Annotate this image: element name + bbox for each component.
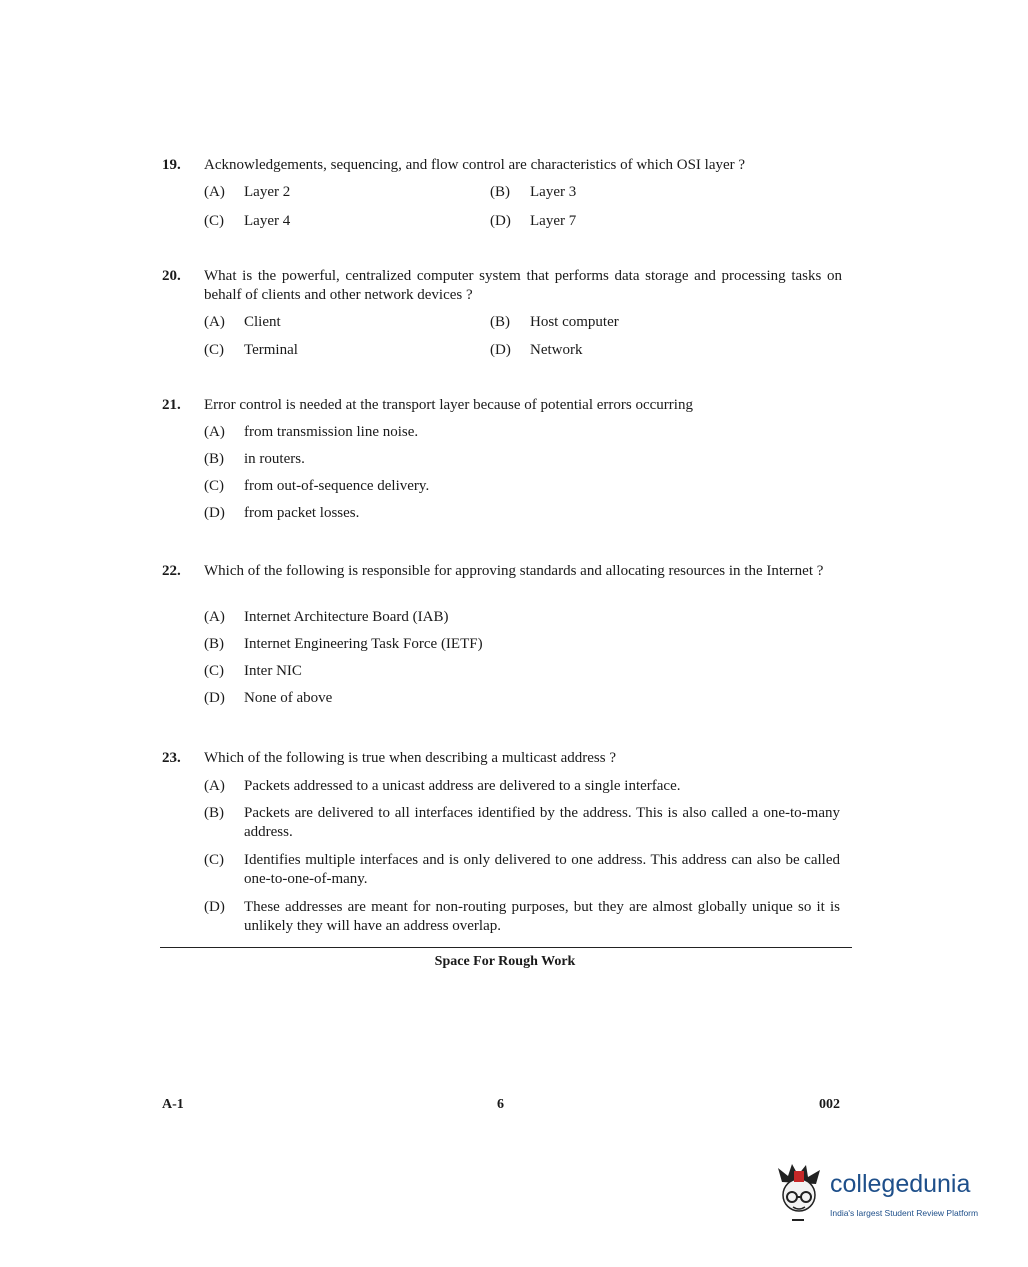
option-text: These addresses are meant for non-routing purposes, but they are almost globally unique so it is unlikely they will have an address overlap. <box>244 899 840 934</box>
option-text: in routers. <box>244 451 305 467</box>
option-label: (A) <box>204 424 225 440</box>
question-number: 23. <box>162 750 181 766</box>
collegedunia-watermark <box>770 1160 1000 1230</box>
option-label: (A) <box>204 609 225 625</box>
option-label: (B) <box>490 314 510 330</box>
page-number: 6 <box>497 1097 504 1112</box>
booklet-number: 002 <box>819 1097 840 1112</box>
option-text: Terminal <box>244 342 298 358</box>
option-text: Client <box>244 314 281 330</box>
footer-code: A-1 <box>162 1097 184 1112</box>
mascot-icon <box>770 1162 828 1228</box>
option-label: (B) <box>204 805 224 821</box>
option-label: (A) <box>204 314 225 330</box>
option-text: None of above <box>244 690 333 706</box>
logo-wordmark: collegedunia <box>830 1170 971 1198</box>
option-text: from transmission line noise. <box>244 424 419 440</box>
option-label: (C) <box>204 342 224 358</box>
question-number: 21. <box>162 397 181 413</box>
option-label: (B) <box>204 451 224 467</box>
option-label: (A) <box>204 778 225 794</box>
option-label: (D) <box>490 342 511 358</box>
option-text: Packets are delivered to all interfaces identified by the address. This is also called a one-to-many address. <box>244 805 840 840</box>
option-label: (B) <box>490 184 510 200</box>
option-label: (B) <box>204 636 224 652</box>
option-text: Layer 4 <box>244 213 291 229</box>
option-text: Layer 2 <box>244 184 291 200</box>
option-label: (C) <box>204 852 224 868</box>
question-number: 22. <box>162 563 181 579</box>
rough-work-heading: Space For Rough Work <box>434 954 576 969</box>
option-text: Packets addressed to a unicast address are delivered to a single interface. <box>244 778 681 794</box>
question-text: Error control is needed at the transport layer because of potential errors occurring <box>204 397 693 413</box>
option-text: Internet Engineering Task Force (IETF) <box>244 636 483 652</box>
option-label: (D) <box>204 899 225 915</box>
question-text: Which of the following is true when describing a multicast address ? <box>204 750 616 766</box>
option-label: (C) <box>204 478 224 494</box>
option-text: Identifies multiple interfaces and is only delivered to one address. This address can also be called one-to-one-of-many. <box>244 852 840 887</box>
logo-tagline: India's largest Student Review Platform <box>830 1208 979 1218</box>
option-text: Internet Architecture Board (IAB) <box>244 609 449 625</box>
question-number: 20. <box>162 268 181 284</box>
option-label: (C) <box>204 663 224 679</box>
question-number: 19. <box>162 157 181 173</box>
question-text: Acknowledgements, sequencing, and flow control are characteristics of which OSI layer ? <box>204 157 746 173</box>
option-label: (D) <box>490 213 511 229</box>
option-text: Layer 7 <box>530 213 577 229</box>
option-text: from packet losses. <box>244 505 360 521</box>
option-text: Network <box>530 342 583 358</box>
option-text: Host computer <box>530 314 619 330</box>
question-text: Which of the following is responsible for approving standards and allocating resources in the Internet ? <box>204 563 824 579</box>
option-text: Layer 3 <box>530 184 577 200</box>
divider <box>160 947 852 948</box>
option-label: (C) <box>204 213 224 229</box>
option-label: (D) <box>204 690 225 706</box>
option-label: (A) <box>204 184 225 200</box>
option-text: from out-of-sequence delivery. <box>244 478 430 494</box>
option-label: (D) <box>204 505 225 521</box>
option-text: Inter NIC <box>244 663 302 679</box>
question-text: What is the powerful, centralized computer system that performs data storage and processing tasks on behalf of clients and other network devices ? <box>204 268 842 303</box>
